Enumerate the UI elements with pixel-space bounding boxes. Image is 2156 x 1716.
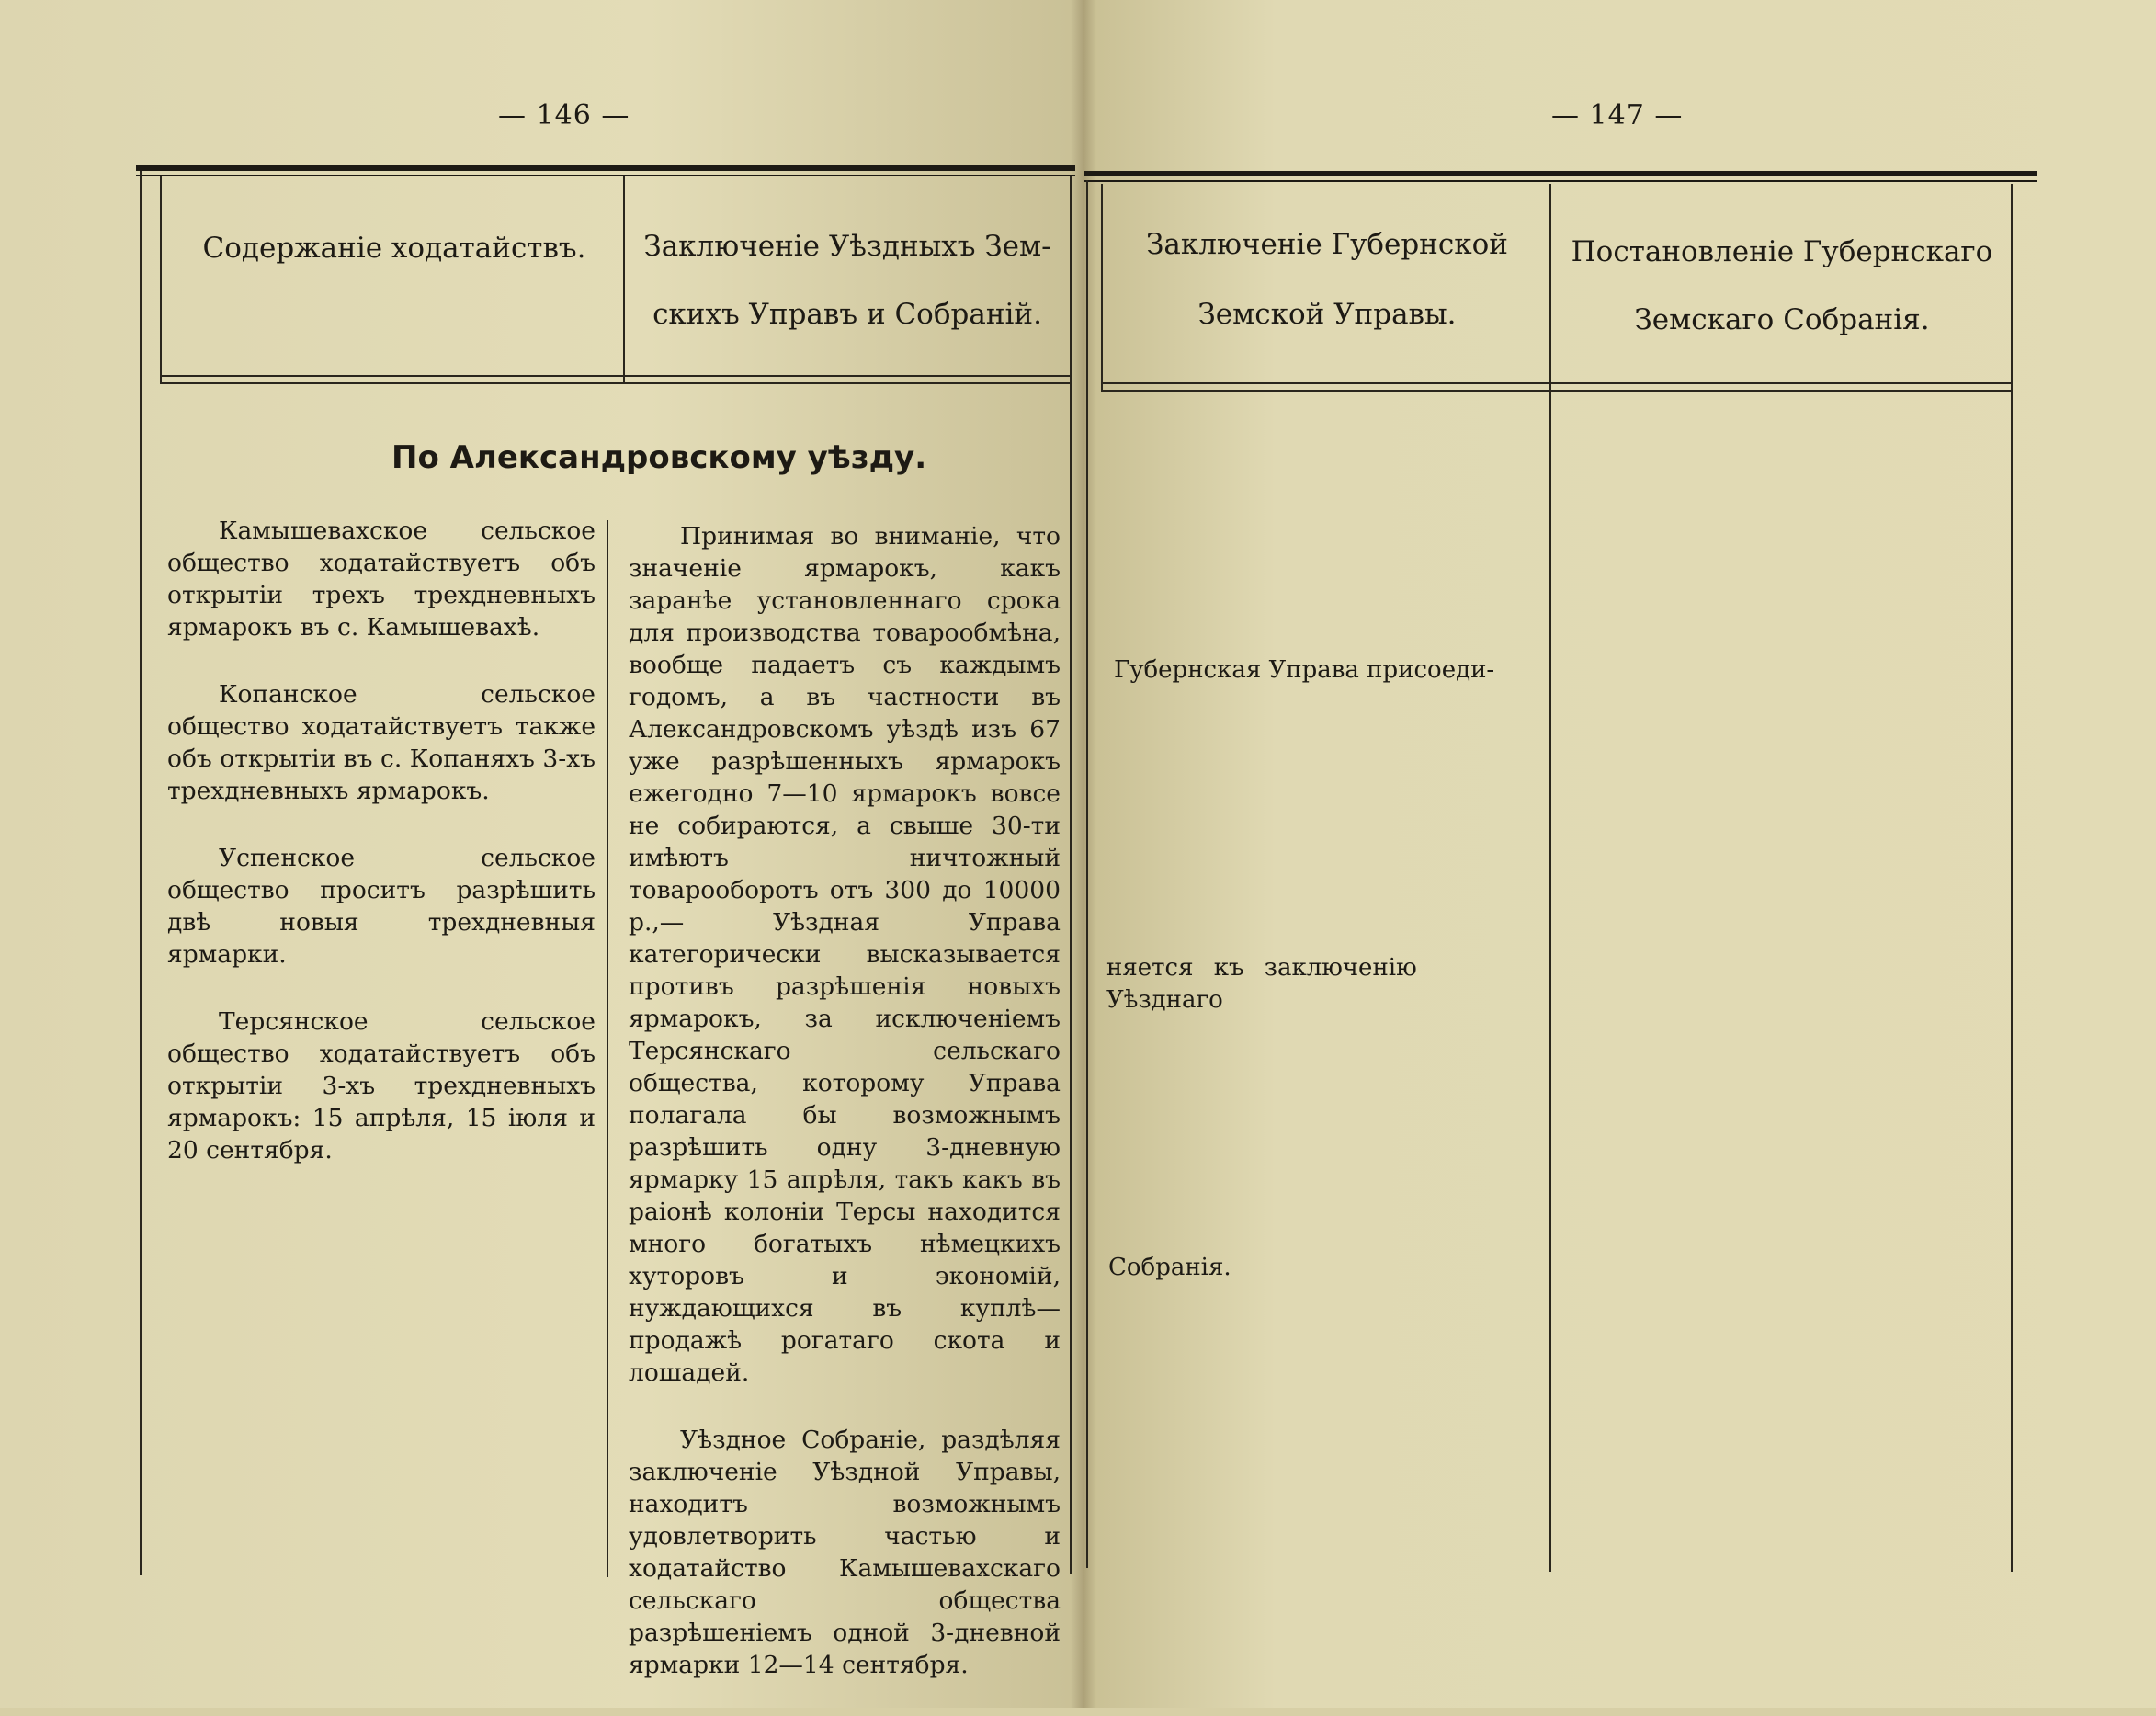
petition-4: Терсянское сельское общество ходатайствуетъ объ открытіи 3-хъ трехдневныхъ ярмарокъ: 15 апрѣля, 15 іюля и 20 сентября. (167, 1007, 596, 1165)
header-petitions: Содержаніе ходатайствъ. (202, 232, 586, 265)
body-divider-1 (607, 520, 608, 1577)
header-rule-left-2 (160, 382, 1072, 384)
divider-right-page-edge (1086, 180, 1088, 1568)
divider-left-page-edge (1070, 176, 1072, 1574)
header-rule-left-1 (160, 375, 1072, 377)
book-gutter (1071, 0, 1096, 1708)
header-rule-right-1 (1101, 382, 2011, 384)
petition-3: Успенское сельское общество проситъ разрѣшить двѣ новыя трехдневныя ярмарки. (167, 844, 596, 969)
header-gubernia-line1: Заключеніе Губернской (1146, 228, 1508, 261)
page-number-left: — 146 — (498, 99, 630, 131)
header-left-inner (160, 176, 162, 382)
uyezd-conclusion-1: Принимая во вниманіе, что значеніе ярмарокъ, какъ заранѣе установленнаго срока для производства товарообмѣна, вообще падаетъ съ каждымъ годомъ, а въ частности въ Александровскомъ уѣздѣ изъ 67 уже разрѣшенныхъ ярмарокъ ежегодно 7—10 ярмарокъ вовсе не собираются, а свыше 30-ти имѣютъ ничтожный товарооборотъ отъ 300 до 10000 р.,— Уѣздная Управа категорически высказывается противъ разрѣшенія новыхъ ярмарокъ, за исключеніемъ Терсянскаго сельскаго общества, которому Управа полагала бы возможнымъ разрѣшить одну 3-дневную ярмарку 15 апрѣля, такъ какъ въ раіонѣ колоніи Терсы находится много богатыхъ нѣмецкихъ хуторовъ и экономій, нуждающихся въ куплѣ—продажѣ рогатаго скота и лошадей. (629, 522, 1061, 1387)
gubernia-line-3: Собранія. (1108, 1254, 1231, 1281)
page-number-right: — 147 — (1551, 99, 1684, 131)
petition-1: Камышевахское сельское общество ходатайствуетъ объ открытіи трехъ трехдневныхъ ярмарокъ въ с. Камышевахѣ. (167, 517, 596, 642)
top-rule-left-thin (136, 175, 1075, 176)
header-uyezd-line2: скихъ Управъ и Собраній. (652, 298, 1042, 331)
divider-3 (1549, 184, 1551, 1572)
header-assembly-line2: Земскаго Собранія. (1634, 303, 1930, 336)
gubernia-line-2: няется къ заключенію Уѣзднаго (1106, 954, 1417, 1014)
top-rule-left (136, 165, 1075, 171)
table-left-border (140, 171, 142, 1575)
uyezd-conclusion-2: Уѣздное Собраніе, раздѣляя заключеніе Уѣздной Управы, находитъ возможнымъ удовлетворить частью и ходатайство Камышевахскаго сельскаго общества разрѣшеніемъ одной 3-дневной ярмарки 12—14 сентября. (629, 1426, 1061, 1679)
gubernia-line-1: Губернская Управа присоеди- (1114, 656, 1495, 684)
header-uyezd-line1: Заключеніе Уѣздныхъ Зем- (643, 230, 1051, 263)
header-gubernia-line2: Земской Управы. (1197, 298, 1457, 331)
top-rule-right-thin (1084, 180, 2037, 182)
uyezd-conclusions-column (629, 520, 1061, 1716)
header-rule-right-2 (1101, 390, 2011, 392)
top-rule-right (1084, 171, 2037, 176)
header-divider-1 (623, 176, 625, 382)
table-right-border (2011, 184, 2013, 1572)
petition-2: Копанское сельское общество ходатайствуетъ также объ открытіи въ с. Копаняхъ 3-хъ трехдневныхъ ярмарокъ. (167, 680, 596, 805)
section-title: По Александровскому уѣзду. (391, 439, 927, 476)
petitions-column (167, 515, 596, 1201)
header-assembly-line1: Постановленіе Губернскаго (1571, 235, 1993, 268)
header-right-inner (1101, 184, 1103, 390)
